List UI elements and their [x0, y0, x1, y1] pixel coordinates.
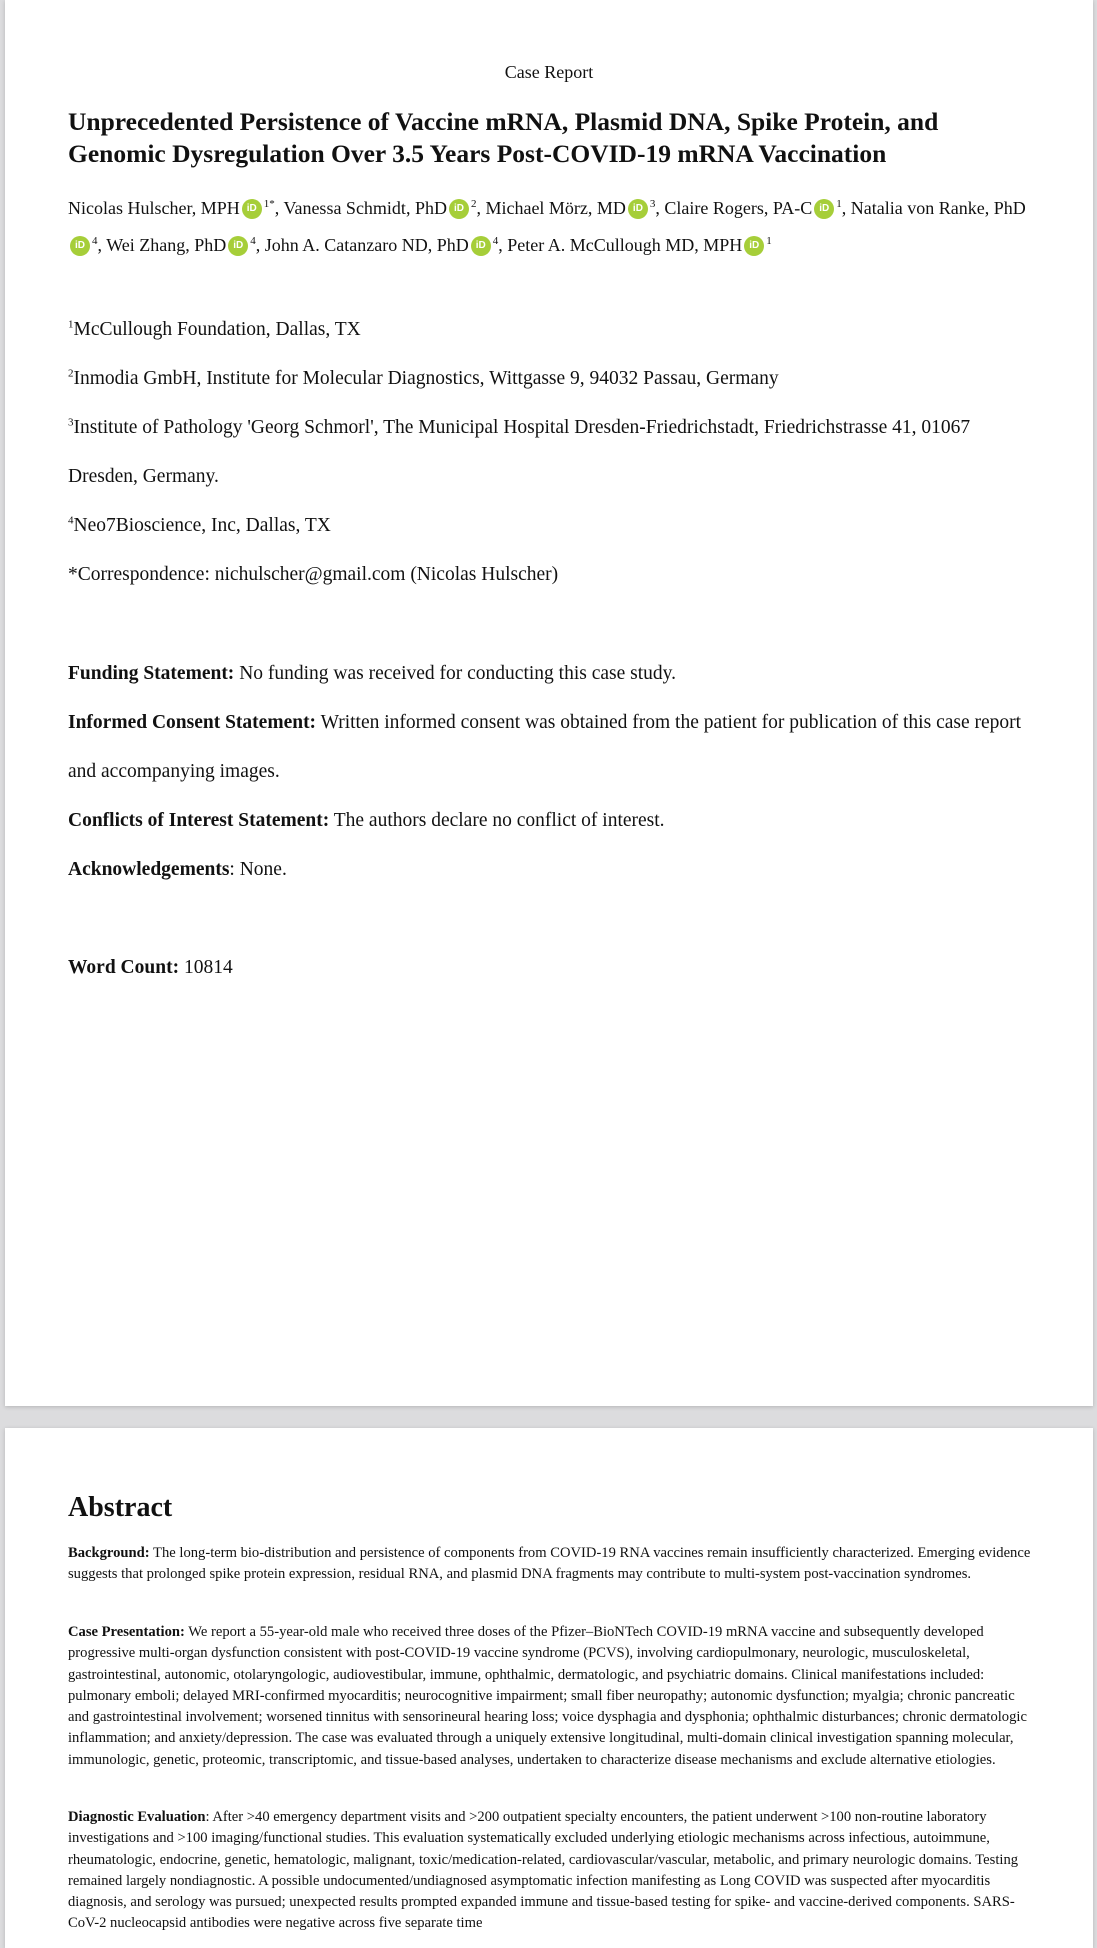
- conflicts-statement: Conflicts of Interest Statement: The authors declare no conflict of interest.: [68, 810, 665, 831]
- orcid-icon[interactable]: iD: [744, 236, 764, 256]
- abstract-background: Background: The long-term bio-distribution and persistence of components from COVID-19 RNA vaccines remain insufficiently characterized. Emerging evidence suggests that prolonged spike protein expression, residual RNA, and plasmid DNA fragments may contribute to multi-system post-vaccination syndromes.: [68, 1545, 1031, 1583]
- author-separator: ,: [97, 234, 107, 255]
- author-name: Natalia von Ranke, PhD: [850, 198, 1026, 218]
- author-separator: ,: [655, 198, 665, 218]
- author-separator: ,: [841, 198, 851, 218]
- paper-title: Unprecedented Persistence of Vaccine mRNA, Plasmid DNA, Spike Protein, and Genomic Dysregulation Over 3.5 Years Post-COVID-19 mRNA Vaccination: [68, 107, 939, 168]
- affiliation-3: $^3$Institute of Pathology 'Georg Schmorl', The Municipal Hospital Dresden-Friedrichstadt, Friedrichstrasse 41, 01067 Dresden, Germany.: [68, 416, 971, 487]
- author-affiliation-marker: 1: [836, 198, 842, 210]
- correspondence: *Correspondence: nichulscher@gmail.com (Nicolas Hulscher): [68, 564, 559, 585]
- author-affiliation-marker: 1: [766, 234, 772, 247]
- orcid-icon[interactable]: iD: [628, 199, 648, 219]
- author-name: Nicolas Hulscher, MPH: [68, 198, 240, 218]
- author-list: [68, 190, 1028, 263]
- author-name: Wei Zhang, PhD: [106, 234, 227, 255]
- author-affiliation-marker: 4: [92, 234, 98, 247]
- affiliation-2: $^2$Inmodia GmbH, Institute for Molecular Diagnostics, Wittgasse 9, 94032 Passau, Germany: [68, 367, 779, 389]
- orcid-icon[interactable]: iD: [242, 199, 262, 219]
- author-separator: ,: [498, 234, 508, 255]
- author-name: John A. Catanzaro ND, PhD: [264, 234, 469, 255]
- word-count: Word Count: 10814: [68, 957, 233, 978]
- orcid-icon[interactable]: iD: [70, 236, 90, 256]
- funding-statement: Funding Statement: No funding was received for conducting this case study.: [68, 663, 677, 684]
- page-2: [5, 1428, 1093, 1948]
- acknowledgements: Acknowledgements: None.: [68, 859, 287, 880]
- abstract-case-presentation: Case Presentation: We report a 55-year-old male who received three doses of the Pfizer–BioNTech COVID-19 mRNA vaccine and subsequently developed progressive multi-organ dysfunction consistent with post-COVID-19 vaccine syndrome (PCVS), involving cardiopulmonary, neurologic, musculoskeletal, gastrointestinal, autonomic, otolaryngologic, audiovestibular, immune, ophthalmic, dermatologic, and psychiatric domains. Clinical manifestations included: pulmonary emboli; delayed MRI-confirmed myocarditis; neurocognitive impairment; small fiber neuropathy; autonomic dysfunction; myalgia; chronic pancreatic and gastrointestinal involvement; worsened tinnitus with sensorineural hearing loss; voice dysphagia and dysphonia; ophthalmic disturbances; chronic dermatologic inflammation; and anxiety/depression. The case was evaluated through a uniquely extensive longitudinal, multi-domain clinical investigation spanning molecular, immunologic, genetic, proteomic, transcriptomic, and tissue-based analyses, undertaken to characterize disease mechanisms and exclude alternative etiologies.: [68, 1624, 1027, 1768]
- orcid-icon[interactable]: iD: [228, 236, 248, 256]
- consent-statement: Informed Consent Statement: Written informed consent was obtained from the patient for publication of this case report and accompanying images.: [68, 712, 1022, 782]
- author-separator: ,: [274, 198, 284, 218]
- affiliation-4: $^4$Neo7Bioscience, Inc, Dallas, TX: [68, 514, 331, 536]
- orcid-icon[interactable]: iD: [814, 199, 834, 219]
- page-1: [5, 0, 1093, 1406]
- author-separator: ,: [255, 234, 265, 255]
- author-name: Vanessa Schmidt, PhD: [283, 198, 447, 218]
- author-affiliation-marker: 4: [250, 234, 256, 247]
- orcid-icon[interactable]: iD: [471, 236, 491, 256]
- author-name: Peter A. McCullough MD, MPH: [507, 234, 743, 255]
- author-separator: ,: [476, 198, 486, 218]
- abstract-heading: Abstract: [68, 1492, 173, 1523]
- author-name: Michael Mörz, MD: [485, 198, 626, 218]
- author-affiliation-marker: 2: [470, 198, 477, 210]
- article-type-header: Case Report: [504, 62, 594, 82]
- affiliation-1: $^1$McCullough Foundation, Dallas, TX: [68, 318, 361, 340]
- author-affiliation-marker: 3: [649, 198, 656, 210]
- author-affiliation-marker: 1*: [263, 198, 275, 210]
- author-name: Claire Rogers, PA-C: [664, 198, 813, 218]
- orcid-icon[interactable]: iD: [449, 199, 469, 219]
- author-affiliation-marker: 4: [492, 234, 499, 247]
- abstract-diagnostic-evaluation: Diagnostic Evaluation: After >40 emergency department visits and >200 outpatient specialty encounters, the patient underwent >100 non-routine laboratory investigations and >100 imaging/functional studies. This evaluation systematically excluded underlying etiologic mechanisms across infectious, autoimmune, rheumatologic, endocrine, genetic, hematologic, malignant, toxic/medication-related, cardiovascular/vascular, metabolic, and primary neurologic domains. Testing remained largely nondiagnostic. A possible undocumented/undiagnosed asymptomatic infection manifesting as Long COVID was suspected after myocarditis diagnosis, and serology was pursued; unexpected results prompted expanded immune and tissue-based testing for spike- and vaccine-derived components. SARS-CoV-2 nucleocapsid antibodies were negative across five separate time: [68, 1809, 1019, 1932]
